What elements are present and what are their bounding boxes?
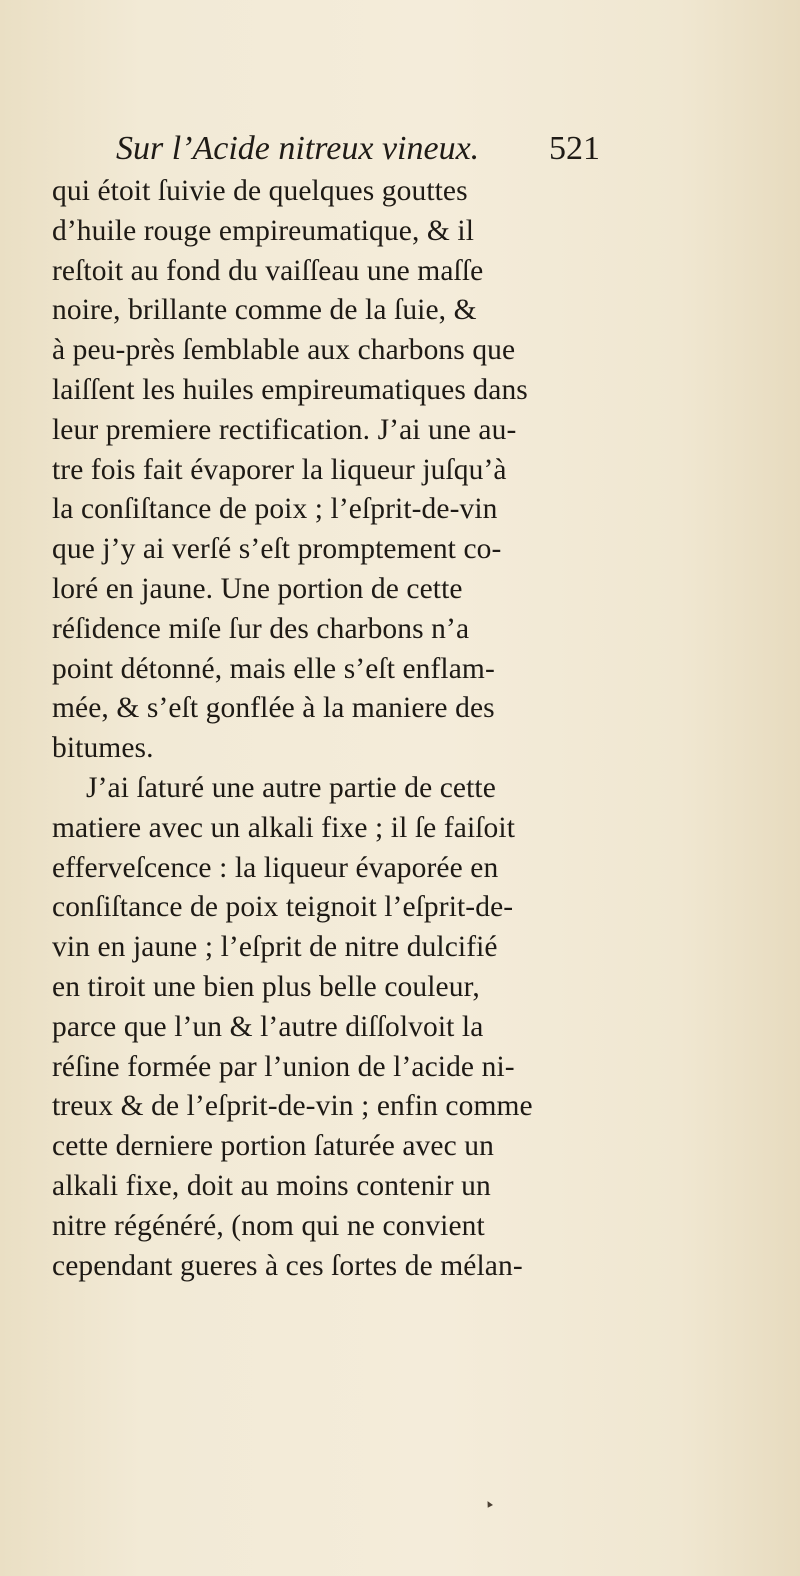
text-line: efferveſcence : la liqueur évaporée en	[52, 851, 499, 884]
text-line: qui étoit ſuivie de quelques gouttes	[52, 175, 468, 207]
text-line: réſine formée par l’union de l’acide ni-	[52, 1050, 515, 1083]
running-head	[116, 126, 600, 172]
text-line: vin en jaune ; l’eſprit de nitre dulcifié	[52, 931, 498, 964]
text-line: alkali fixe, doit au moins contenir un	[52, 1169, 491, 1202]
paragraph-first-line: J’ai ſaturé une autre partie de cette	[86, 771, 496, 804]
page-number: 521	[549, 130, 600, 167]
text-line: cependant gueres à ces ſortes de mélan-	[52, 1249, 523, 1282]
text-line: d’huile rouge empireumatique, & il	[52, 214, 475, 247]
text-line: parce que l’un & l’autre diſſolvoit la	[52, 1010, 484, 1043]
body-text	[52, 172, 600, 1292]
text-line: reſtoit au fond du vaiſſeau une maſſe	[52, 254, 484, 287]
printer-mark-icon: ▴	[482, 1495, 495, 1511]
text-line: en tiroit une bien plus belle couleur,	[52, 970, 480, 1003]
text-line: bitumes.	[52, 732, 154, 765]
text-line: cette derniere portion ſaturée avec un	[52, 1130, 494, 1163]
text-line: matiere avec un alkali fixe ; il ſe faiſoit	[52, 811, 515, 844]
text-line: leur premiere rectification. J’ai une au-	[52, 413, 517, 446]
text-line: conſiſtance de poix teignoit l’eſprit-de-	[52, 891, 514, 924]
text-line: laiſſent les huiles empireumatiques dans	[52, 373, 528, 406]
text-line: treux & de l’eſprit-de-vin ; enfin comme	[52, 1090, 533, 1123]
text-line: la conſiſtance de poix ; l’eſprit-de-vin	[52, 493, 498, 526]
text-line: à peu-près ſemblable aux charbons que	[52, 334, 516, 367]
text-line: mée, & s’eſt gonflée à la maniere des	[52, 692, 495, 725]
text-line: réſidence miſe ſur des charbons n’a	[52, 612, 470, 645]
text-line: nitre régénéré, (nom qui ne convient	[52, 1209, 485, 1242]
text-line: tre fois fait évaporer la liqueur juſqu’à	[52, 453, 507, 486]
text-line: point détonné, mais elle s’eſt enflam-	[52, 652, 495, 685]
text-line: noire, brillante comme de la ſuie, &	[52, 294, 477, 327]
running-title: Sur l’Acide nitreux vineux.	[116, 130, 480, 167]
text-line: que j’y ai verſé s’eſt promptement co-	[52, 533, 502, 566]
text-line: loré en jaune. Une portion de cette	[52, 572, 463, 605]
